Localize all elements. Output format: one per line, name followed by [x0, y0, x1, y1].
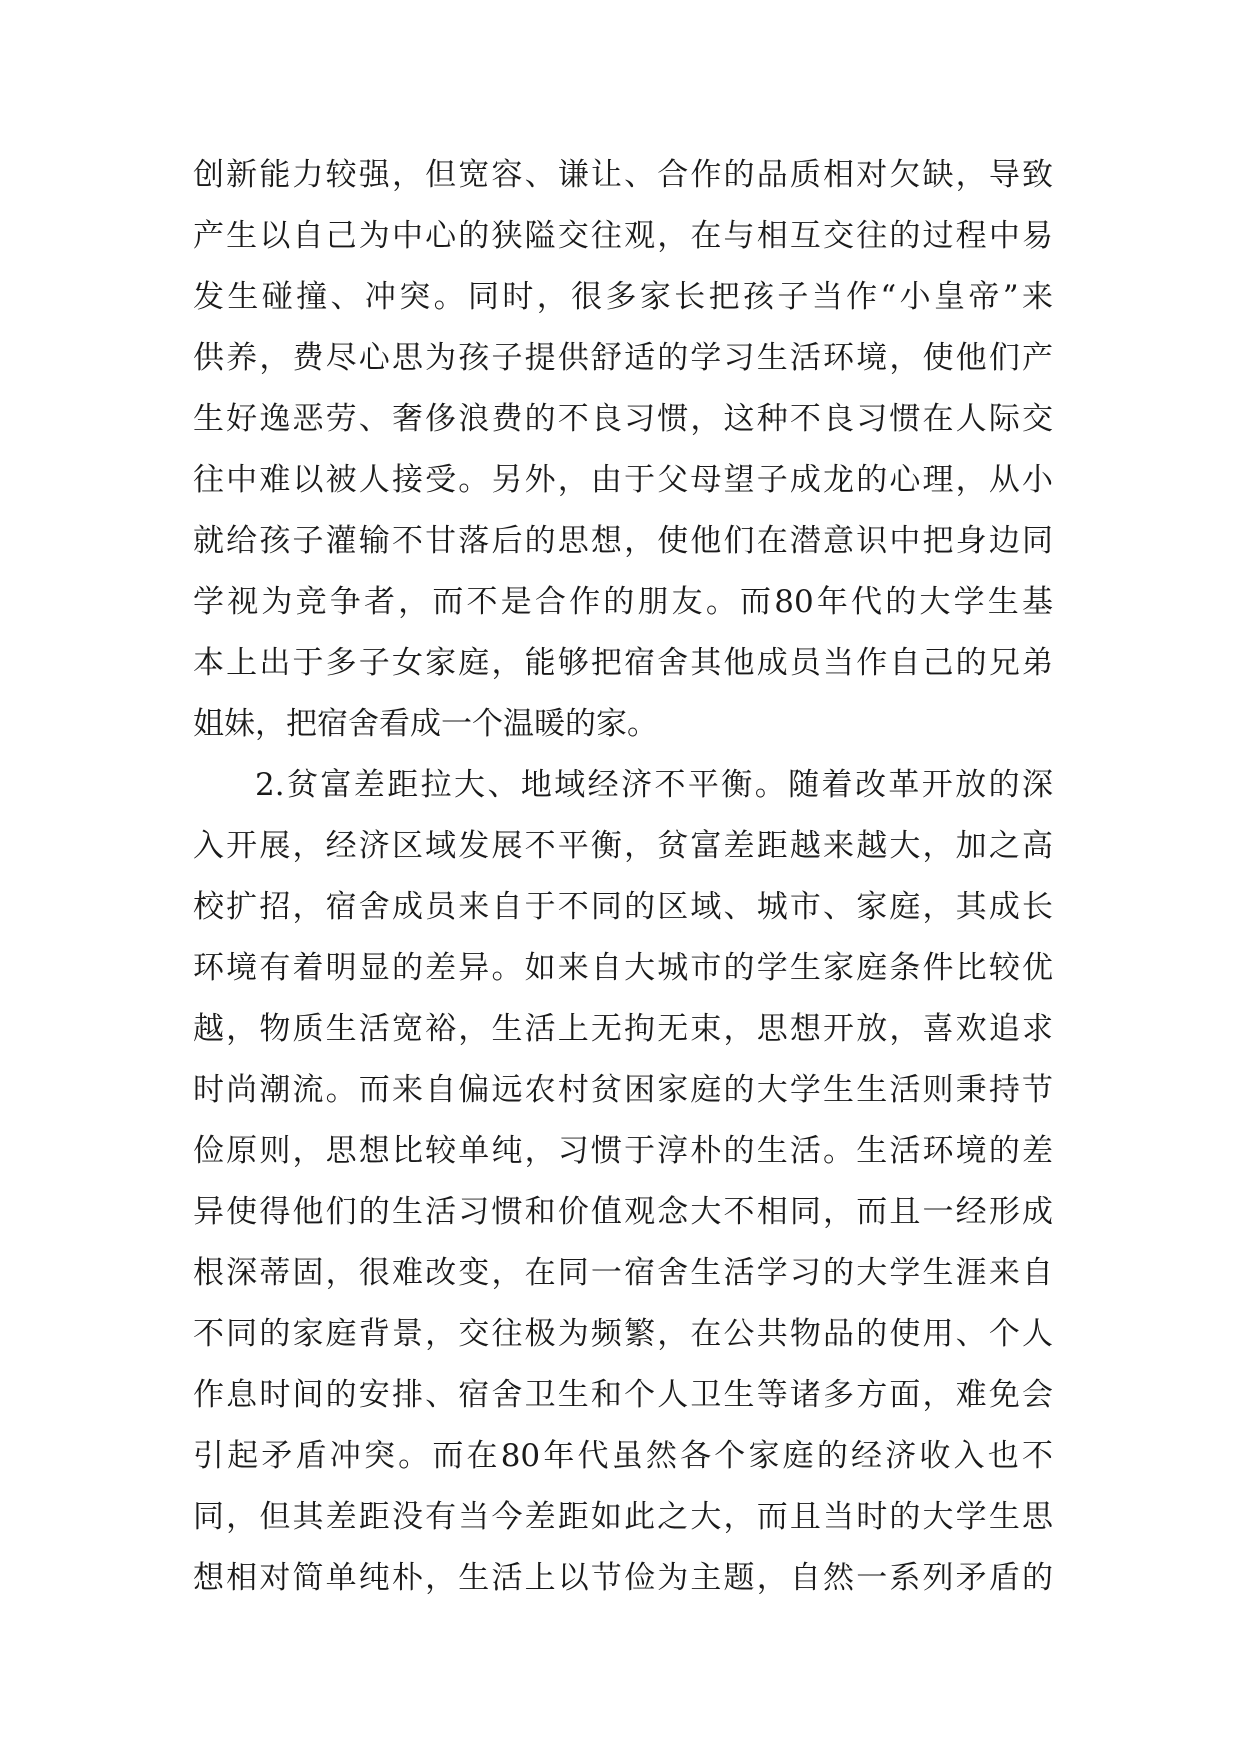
text-line: 供养，费尽心思为孩子提供舒适的学习生活环境，使他们产 — [193, 340, 1053, 376]
text-line: 想相对简单纯朴，生活上以节俭为主题，自然一系列矛盾的 — [193, 1560, 1053, 1596]
text-line: 就给孩子灌输不甘落后的思想，使他们在潜意识中把身边同 — [193, 523, 1053, 559]
text-line: 发生碰撞、冲突。同时，很多家长把孩子当作“小皇帝”来 — [193, 279, 1053, 315]
text-line: 本上出于多子女家庭，能够把宿舍其他成员当作自己的兄弟 — [193, 645, 1053, 681]
text-line: 校扩招，宿舍成员来自于不同的区域、城市、家庭，其成长 — [193, 889, 1053, 925]
text-line: 入开展，经济区域发展不平衡，贫富差距越来越大，加之高 — [193, 828, 1053, 864]
text-line: 俭原则，思想比较单纯，习惯于淳朴的生活。生活环境的差 — [193, 1133, 1053, 1169]
paragraph-start-line: 2.贫富差距拉大、地域经济不平衡。随着改革开放的深 — [255, 767, 1053, 803]
text-line: 学视为竞争者，而不是合作的朋友。而80年代的大学生基 — [193, 584, 1053, 620]
text-line: 生好逸恶劳、奢侈浪费的不良习惯，这种不良习惯在人际交 — [193, 401, 1053, 437]
text-line: 不同的家庭背景，交往极为频繁，在公共物品的使用、个人 — [193, 1316, 1053, 1352]
text-line: 越，物质生活宽裕，生活上无拘无束，思想开放，喜欢追求 — [193, 1011, 1053, 1047]
text-line: 根深蒂固，很难改变，在同一宿舍生活学习的大学生涯来自 — [193, 1255, 1053, 1291]
text-line: 作息时间的安排、宿舍卫生和个人卫生等诸多方面，难免会 — [193, 1377, 1053, 1413]
body-text — [193, 145, 1053, 1609]
text-line: 姐妹，把宿舍看成一个温暖的家。 — [193, 706, 658, 742]
text-line: 环境有着明显的差异。如来自大城市的学生家庭条件比较优 — [193, 950, 1053, 986]
text-line: 创新能力较强，但宽容、谦让、合作的品质相对欠缺，导致 — [193, 157, 1053, 193]
text-line: 引起矛盾冲突。而在80年代虽然各个家庭的经济收入也不 — [193, 1438, 1053, 1474]
text-line: 同，但其差距没有当今差距如此之大，而且当时的大学生思 — [193, 1499, 1053, 1535]
text-line: 产生以自己为中心的狭隘交往观，在与相互交往的过程中易 — [193, 218, 1053, 254]
text-line: 异使得他们的生活习惯和价值观念大不相同，而且一经形成 — [193, 1194, 1053, 1230]
text-line: 往中难以被人接受。另外，由于父母望子成龙的心理，从小 — [193, 462, 1053, 498]
text-line: 时尚潮流。而来自偏远农村贫困家庭的大学生生活则秉持节 — [193, 1072, 1053, 1108]
